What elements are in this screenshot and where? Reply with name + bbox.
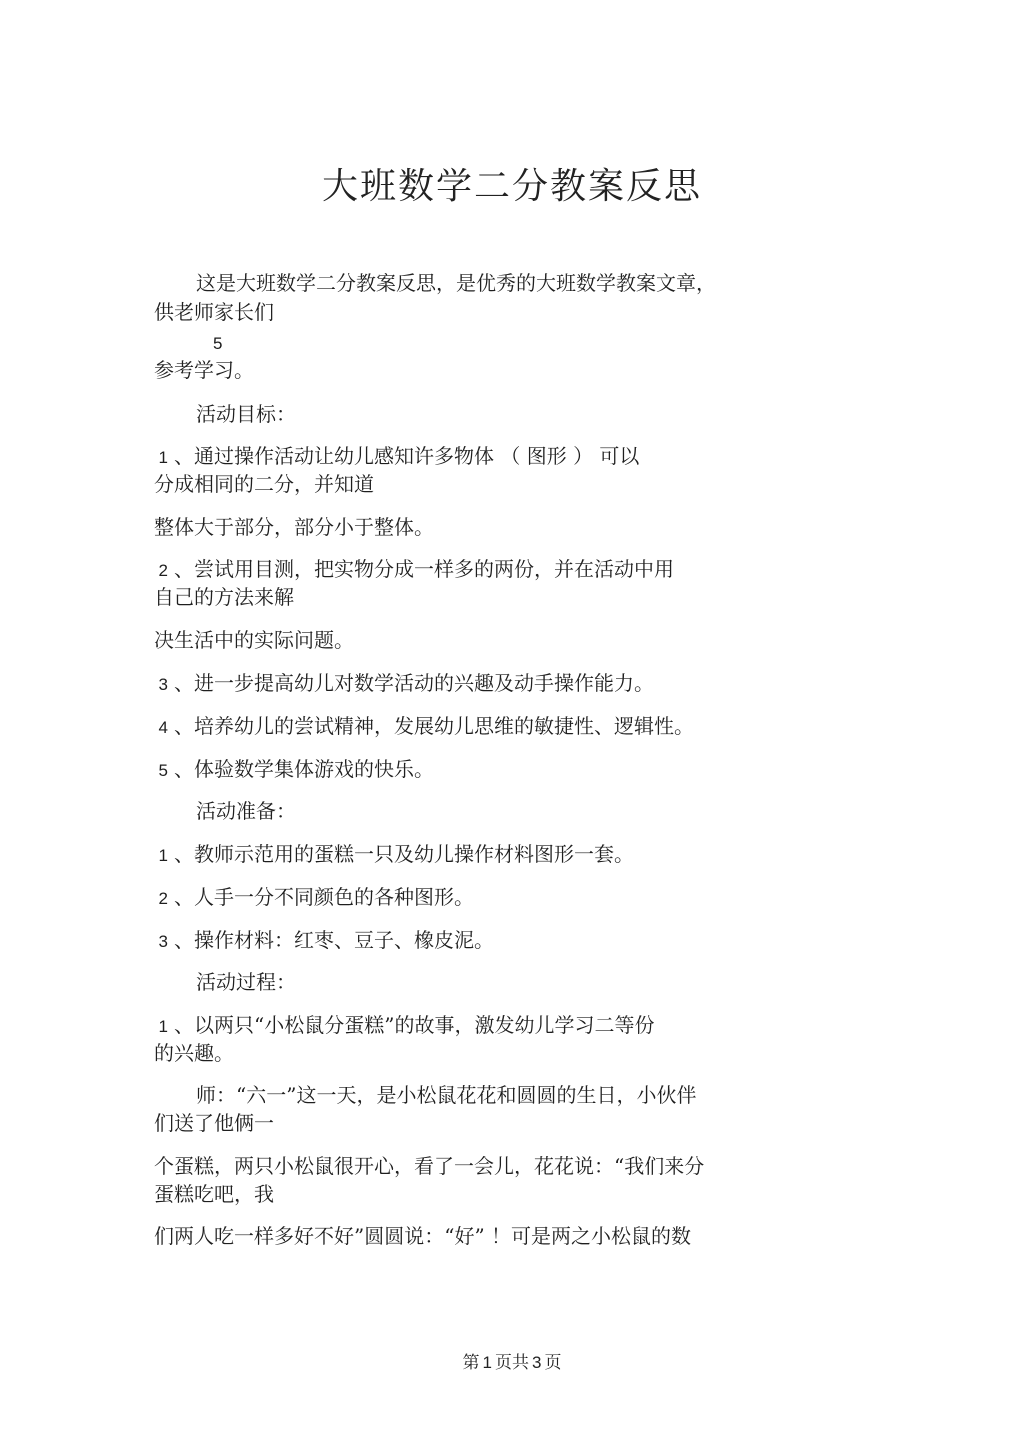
prep-item-3-text: 、操作材料：红枣、豆子、橡皮泥。 <box>174 928 494 952</box>
intro-line-1: 这是大班数学二分教案反思，是优秀的大班数学教案文章， <box>196 271 716 295</box>
process-item-1-line2: 的兴趣。 <box>154 1041 234 1065</box>
process-item-1-num: 1 <box>158 1017 168 1036</box>
goal-item-4-text: 、培养幼儿的尝试精神，发展幼儿思维的敏捷性、逻辑性。 <box>174 714 694 738</box>
intro-digit: 5 <box>213 334 223 353</box>
page-title: 大班数学二分教案反思 <box>321 166 702 207</box>
goal-item-3-num: 3 <box>158 675 168 694</box>
story-line-4: 蛋糕吃吧，我 <box>154 1182 274 1206</box>
prep-item-3 <box>128 927 494 955</box>
goal-item-2-line1: 、尝试用目测，把实物分成一样多的两份，并在活动中用 <box>174 557 674 581</box>
footer-page-number: 1 <box>482 1353 492 1372</box>
goal-item-5 <box>128 756 434 784</box>
goal-item-1-line2: 分成相同的二分，并知道 <box>154 472 374 496</box>
story-line-5: 们两人吃一样多好不好”圆圆说：“好” ！可是两之小松鼠的数 <box>154 1224 692 1248</box>
footer-suffix: 页 <box>544 1353 562 1373</box>
goal-item-2 <box>128 556 674 584</box>
footer-middle: 页共 <box>495 1353 529 1373</box>
footer-total-pages: 3 <box>532 1353 542 1372</box>
goal-item-1-num: 1 <box>158 448 168 467</box>
intro-line-3: 参考学习。 <box>154 358 254 382</box>
story-line-2: 们送了他俩一 <box>154 1111 274 1135</box>
goal-item-3-text: 、进一步提高幼儿对数学活动的兴趣及动手操作能力。 <box>174 671 654 695</box>
prep-item-2-text: 、人手一分不同颜色的各种图形。 <box>174 885 474 909</box>
goal-item-4 <box>128 713 694 741</box>
goal-item-5-num: 5 <box>158 761 168 780</box>
prep-item-3-num: 3 <box>158 932 168 951</box>
goal-item-3 <box>128 670 654 698</box>
footer-prefix: 第 <box>462 1353 480 1373</box>
goal-item-1 <box>128 443 639 471</box>
process-heading: 活动过程： <box>196 970 296 994</box>
story-line-3: 个蛋糕，两只小松鼠很开心，看了一会儿，花花说：“我们来分 <box>154 1154 705 1178</box>
story-line-1: 师：“六一”这一天，是小松鼠花花和圆圆的生日，小伙伴 <box>196 1083 697 1107</box>
goal-item-2-line3: 决生活中的实际问题。 <box>154 628 354 652</box>
goal-item-2-num: 2 <box>158 561 168 580</box>
goal-item-1-line3: 整体大于部分，部分小于整体。 <box>154 515 434 539</box>
process-item-1-line1: 、以两只“小松鼠分蛋糕”的故事，激发幼儿学习二等份 <box>174 1013 655 1037</box>
prep-item-1-num: 1 <box>158 846 168 865</box>
prep-item-1-text: 、教师示范用的蛋糕一只及幼儿操作材料图形一套。 <box>174 842 634 866</box>
prep-heading: 活动准备： <box>196 799 296 823</box>
goal-item-5-text: 、体验数学集体游戏的快乐。 <box>174 757 434 781</box>
prep-item-1 <box>128 841 634 869</box>
goal-item-4-num: 4 <box>158 718 168 737</box>
prep-item-2 <box>128 884 474 912</box>
intro-line-2: 供老师家长们 <box>154 300 274 324</box>
goals-heading: 活动目标： <box>196 402 296 426</box>
goal-item-2-line2: 自己的方法来解 <box>154 585 294 609</box>
process-item-1 <box>128 1012 654 1040</box>
page-footer <box>0 1348 1024 1373</box>
prep-item-2-num: 2 <box>158 889 168 908</box>
goal-item-1-line1: 、通过操作活动让幼儿感知许多物体 （ 图形 ） 可以 <box>174 444 640 468</box>
